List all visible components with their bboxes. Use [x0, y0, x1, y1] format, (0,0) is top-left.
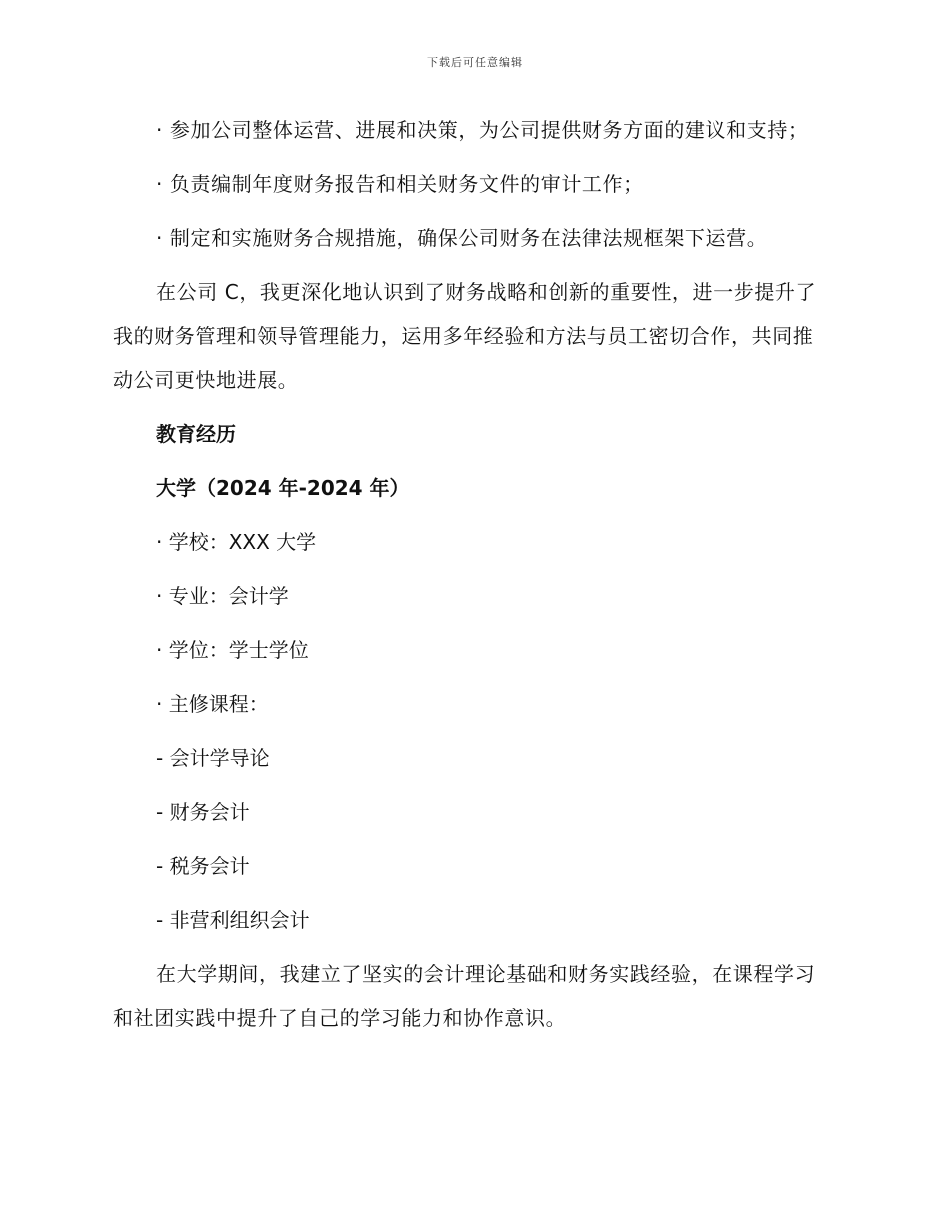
- education-detail-major: · 专业：会计学: [156, 584, 289, 608]
- page-header: 下载后可任意编辑: [427, 56, 523, 69]
- education-summary: 在大学期间，我建立了坚实的会计理论基础和财务实践经验，在课程学习和社团实践中提升了自己的学习能力和协作意识。: [113, 962, 816, 1030]
- document-body: [113, 108, 833, 1040]
- education-detail-degree: · 学位：学士学位: [156, 638, 309, 662]
- duty-item: · 负责编制年度财务报告和相关财务文件的审计工作；: [156, 172, 644, 196]
- education-heading: 教育经历: [156, 422, 236, 446]
- course-item: - 会计学导论: [156, 746, 270, 770]
- duty-item: · 制定和实施财务合规措施，确保公司财务在法律法规框架下运营。: [156, 226, 768, 250]
- company-c-paragraph: 在公司 C，我更深化地认识到了财务战略和创新的重要性，进一步提升了我的财务管理和领导管理能力，运用多年经验和方法与员工密切合作，共同推动公司更快地进展。: [113, 280, 817, 392]
- course-item: - 财务会计: [156, 800, 250, 824]
- education-detail-courses: · 主修课程：: [156, 692, 269, 716]
- duty-item: · 参加公司整体运营、进展和决策，为公司提供财务方面的建议和支持；: [156, 118, 809, 142]
- education-detail-school: · 学校：XXX 大学: [156, 530, 317, 554]
- course-item: - 非营利组织会计: [156, 908, 310, 932]
- course-item: - 税务会计: [156, 854, 250, 878]
- education-subheading: 大学（2024 年-2024 年）: [156, 476, 410, 500]
